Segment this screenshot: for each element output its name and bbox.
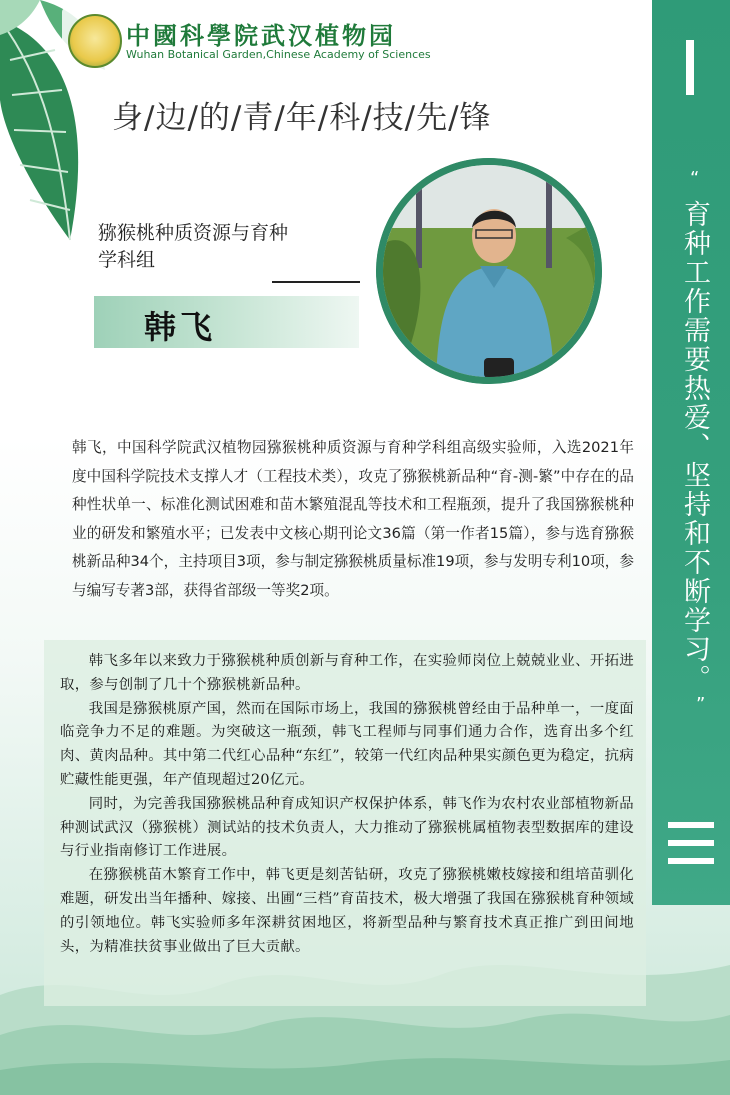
menu-icon [668, 822, 714, 876]
divider [272, 281, 360, 283]
quote-close-mark: ” [696, 694, 706, 715]
story-panel [44, 640, 646, 1006]
motto-text: 育种工作需要热爱、坚持和不断学习。 [679, 200, 710, 693]
motto-sidebar [652, 0, 730, 905]
institution-logo [62, 8, 431, 70]
sidebar-accent-bar [686, 40, 694, 95]
story-paragraph: 我国是猕猴桃原产国，然而在国际市场上，我国的猕猴桃曾经由于品种单一，一度面临竞争力不足的难题。为突破这一瓶颈，韩飞工程师与同事们通力合作，选育出多个红肉、黄肉品种。其中第二代红心品种“东红”，较第一代红肉品种果实颜色更为稳定，抗病贮藏性能更强，年产值现超过20亿元。 [60, 700, 634, 788]
research-group: 猕猴桃种质资源与育种学科组 [98, 222, 289, 271]
biography-text: 韩飞，中国科学院武汉植物园猕猴桃种质资源与育种学科组高级实验师，入选2021年度中国科学院技术支撑人才（工程技术类），攻克了猕猴桃新品种“育-测-繁”中存在的品种性状单一、标准化测试困难和苗木繁殖混乱等技术和工程瓶颈，提升了我国猕猴桃种业的研发和繁殖水平；已发表中文核心期刊论文36篇（第一作者15篇），参与选育猕猴桃新品种34个，主持项目3项，参与制定猕猴桃质量标准19项，参与发明专利10项，参与编写专著3部，获得省部级一等奖2项。 [72, 439, 634, 599]
person-name: 韩飞 [144, 308, 217, 346]
institution-name-cn: 中國科學院武汉植物园 [126, 21, 396, 50]
institution-name-en: Wuhan Botanical Garden,Chinese Academy of Sciences [126, 48, 431, 61]
portrait-photo [376, 158, 602, 384]
name-banner [94, 296, 359, 348]
story-paragraph: 同时，为完善我国猕猴桃品种育成知识产权保护体系，韩飞作为农村农业部植物新品种测试武汉（猕猴桃）测试站的技术负责人，大力推动了猕猴桃属植物表型数据库的建设与行业指南修订工作进展。 [60, 795, 634, 860]
story-paragraph: 韩飞多年以来致力于猕猴桃种质创新与育种工作，在实验师岗位上兢兢业业、开拓进取，参与创制了几十个猕猴桃新品种。 [60, 653, 634, 693]
page-title: 身/边/的/青/年/科/技/先/锋 [112, 100, 492, 136]
quote-open-mark: “ [690, 168, 700, 189]
story-paragraph: 在猕猴桃苗木繁育工作中，韩飞更是刻苦钻研，攻克了猕猴桃嫩枝嫁接和组培苗驯化难题，研发出当年播种、嫁接、出圃“三档”育苗技术，极大增强了我国在猕猴桃育种领域的引领地位。韩飞实验师多年深耕贫困地区，将新型品种与繁育技术真正推广到田间地头，为精准扶贫事业做出了巨大贡献。 [60, 867, 634, 955]
logo-emblem-icon [68, 14, 122, 68]
